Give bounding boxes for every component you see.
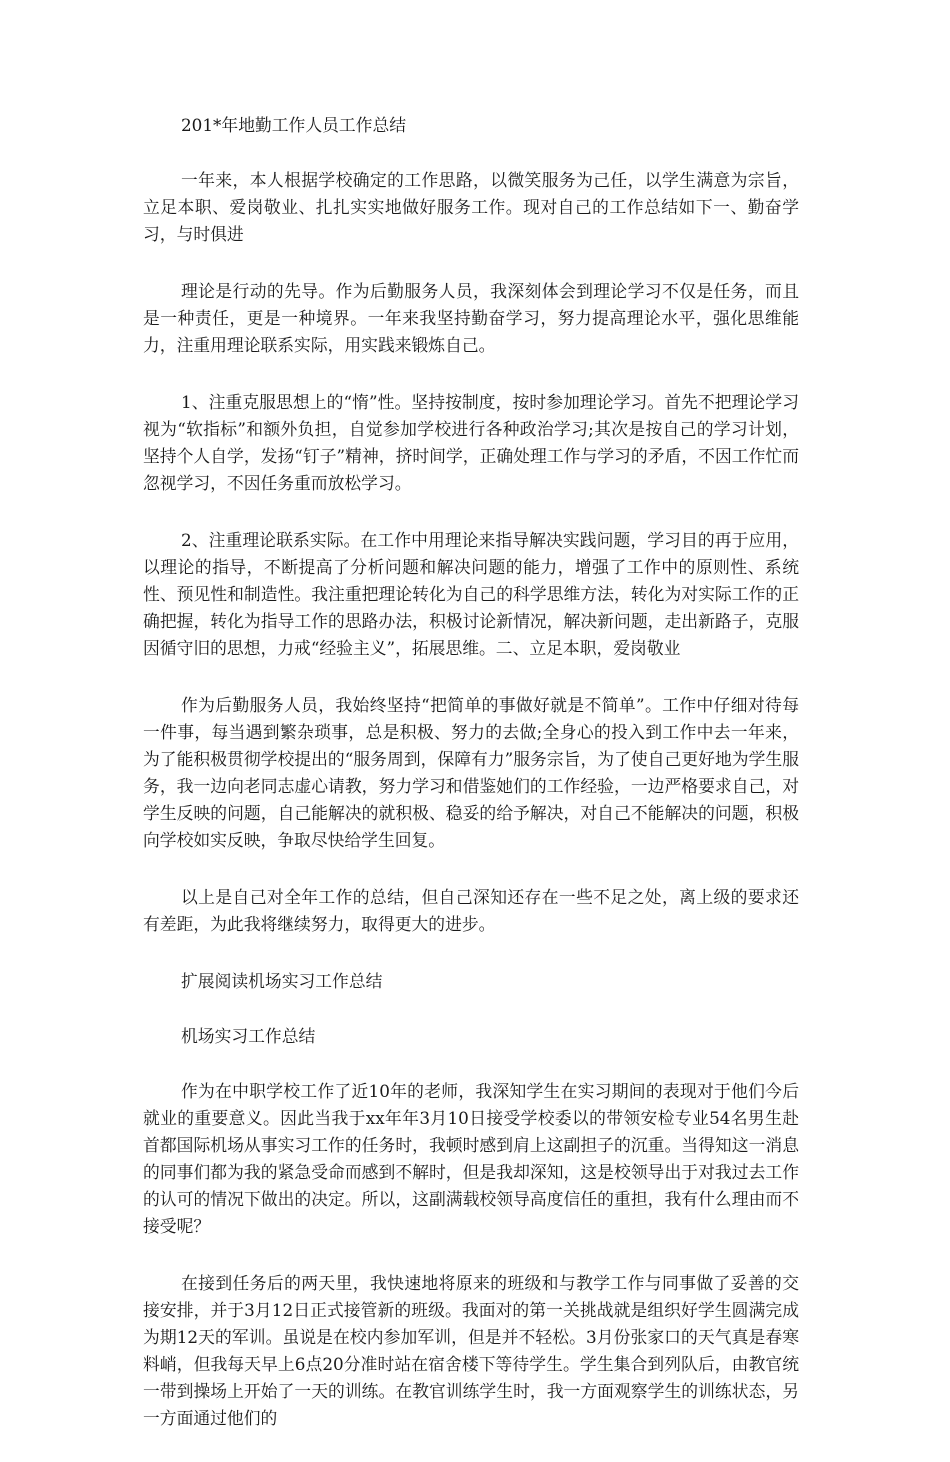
- document-body: [143, 112, 799, 1462]
- paragraph-internship-training: 在接到任务后的两天里，我快速地将原来的班级和与教学工作与同事做了妥善的交接安排，并于3月12日正式接管新的班级。我面对的第一关挑战就是组织好学生圆满完成为期12天的军训。虽说是在校内参加军训，但是并不轻松。3月份张家口的天气真是春寒料峭，但我每天早上6点20分准时站在宿舍楼下等待学生。学生集合到列队后，由教官统一带到操场上开始了一天的训练。在教官训练学生时，我一方面观察学生的训练状态，另一方面通过他们的: [143, 1273, 799, 1428]
- paragraph-intro: 一年来，本人根据学校确定的工作思路，以微笑服务为己任，以学生满意为宗旨，立足本职、爱岗敬业、扎扎实实地做好服务工作。现对自己的工作总结如下一、勤奋学习，与时俱进: [143, 170, 799, 244]
- paragraph-internship-intro: 作为在中职学校工作了近10年的老师，我深知学生在实习期间的表现对于他们今后就业的重要意义。因此当我于xx年年3月10日接受学校委以的带领安检专业54名男生赴首都国际机场从事实习工作的任务时，我顿时感到肩上这副担子的沉重。当得知这一消息的同事们都为我的紧急受命而感到不解时，但是我却深知，这是校领导出于对我过去工作的认可的情况下做出的决定。所以，这副满载校领导高度信任的重担，我有什么理由而不接受呢？: [143, 1081, 799, 1236]
- paragraph-point-1: 1、注重克服思想上的“惰”性。坚持按制度，按时参加理论学习。首先不把理论学习视为“软指标”和额外负担，自觉参加学校进行各种政治学习;其次是按自己的学习计划，坚持个人自学，发扬“钉子”精神，挤时间学，正确处理工作与学习的矛盾，不因工作忙而忽视学习，不因任务重而放松学习。: [143, 392, 799, 493]
- document-title: 201*年地勤工作人员工作总结: [181, 115, 407, 135]
- section-subtitle: 机场实习工作总结: [181, 1026, 316, 1046]
- paragraph-service: 作为后勤服务人员，我始终坚持“把简单的事做好就是不简单”。工作中仔细对待每一件事，每当遇到繁杂琐事，总是积极、努力的去做;全身心的投入到工作中去一年来，为了能积极贯彻学校提出的“服务周到，保障有力”服务宗旨，为了使自己更好地为学生服务，我一边向老同志虚心请教，努力学习和借鉴她们的工作经验，一边严格要求自己，对学生反映的问题，自己能解决的就积极、稳妥的给予解决，对自己不能解决的问题，积极向学校如实反映，争取尽快给学生回复。: [143, 695, 799, 850]
- extended-reading-heading: 扩展阅读机场实习工作总结: [181, 971, 383, 991]
- paragraph-theory: 理论是行动的先导。作为后勤服务人员，我深刻体会到理论学习不仅是任务，而且是一种责任，更是一种境界。一年来我坚持勤奋学习，努力提高理论水平，强化思维能力，注重用理论联系实际，用实践来锻炼自己。: [143, 281, 799, 355]
- paragraph-point-2: 2、注重理论联系实际。在工作中用理论来指导解决实践问题，学习目的再于应用，以理论的指导，不断提高了分析问题和解决问题的能力，增强了工作中的原则性、系统性、预见性和制造性。我注重把理论转化为自己的科学思维方法，转化为对实际工作的正确把握，转化为指导工作的思路办法，积极讨论新情况，解决新问题，走出新路子，克服因循守旧的思想，力戒“经验主义”，拓展思维。二、立足本职，爱岗敬业: [143, 530, 799, 658]
- paragraph-conclusion: 以上是自己对全年工作的总结，但自己深知还存在一些不足之处，离上级的要求还有差距，为此我将继续努力，取得更大的进步。: [143, 887, 799, 934]
